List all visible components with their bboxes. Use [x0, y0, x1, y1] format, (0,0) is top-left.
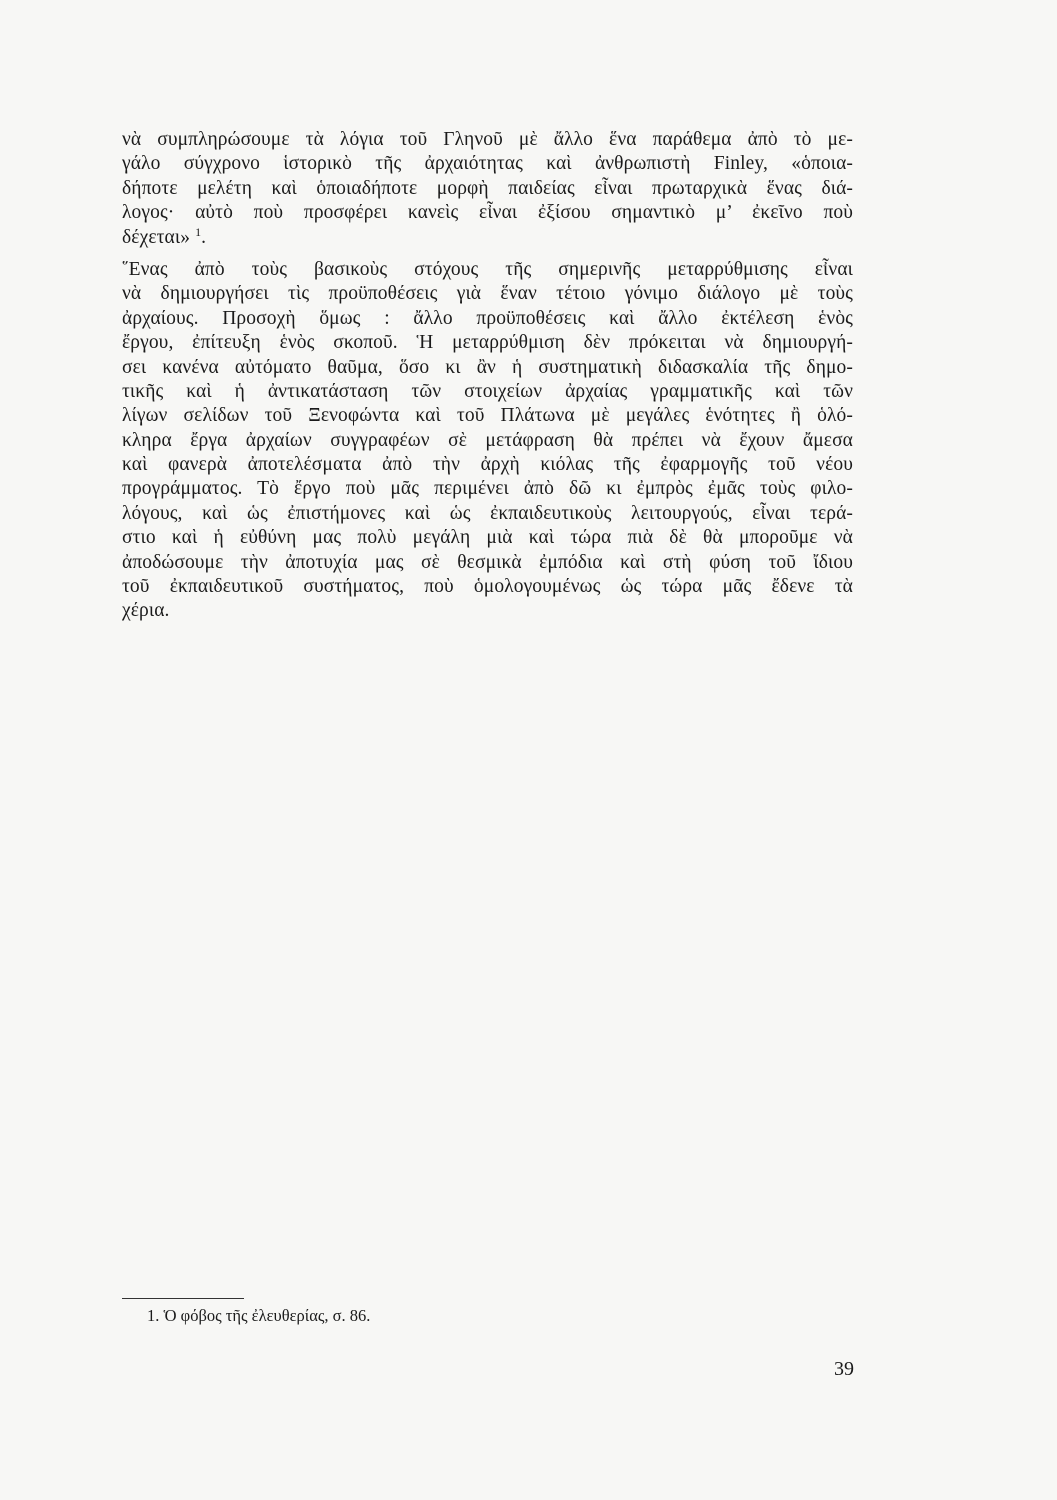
text-line: ἀρχαίους. Προσοχὴ ὅμως : ἄλλο προϋποθέσεις καὶ ἄλλο ἐκτέλεση ἑνὸς [122, 307, 853, 329]
footnote [147, 1306, 370, 1326]
paragraph-gap [122, 250, 853, 258]
page-number: 39 [834, 1358, 854, 1380]
footnote-reference: 1 [195, 224, 202, 239]
text-line: ἔργου, ἐπίτευξη ἑνὸς σκοποῦ. Ἡ μεταρρύθμιση δὲν πρόκειται νὰ δημιουργή- [122, 332, 853, 354]
text-line [122, 226, 853, 250]
sentence-end-punctuation: . [201, 226, 207, 248]
text-line: νὰ συμπληρώσουμε τὰ λόγια τοῦ Γληνοῦ μὲ ἄλλο ἕνα παράθεμα ἀπὸ τὸ με- [122, 129, 853, 150]
text-line: δήποτε μελέτη καὶ ὁποιαδήποτε μορφὴ παιδείας εἶναι πρωταρχικὰ ἕνας διά- [122, 177, 853, 199]
text-line: νὰ δημιουργήσει τὶς προϋποθέσεις γιὰ ἕναν τέτοιο γόνιμο διάλογο μὲ τοὺς [122, 283, 853, 305]
text-line: προγράμματος. Τὸ ἔργο ποὺ μᾶς περιμένει ἀπὸ δῶ κι ἐμπρὸς ἐμᾶς τοὺς φιλο- [122, 478, 853, 500]
text-line: ῞Ενας ἀπὸ τοὺς βασικοὺς στόχους τῆς σημερινῆς μεταρρύθμισης εἶναι [122, 258, 853, 280]
text-line: στιο καὶ ἡ εὐθύνη μας πολὺ μεγάλη μιὰ καὶ τώρα πιὰ δὲ θὰ μποροῦμε νὰ [122, 527, 853, 549]
text-line: τοῦ ἐκπαιδευτικοῦ συστήματος, ποὺ ὁμολογουμένως ὡς τώρα μᾶς ἔδενε τὰ [122, 576, 853, 598]
text-line: λόγους, καὶ ὡς ἐπιστήμονες καὶ ὡς ἐκπαιδευτικοὺς λειτουργούς, εἶναι τερά- [122, 502, 853, 524]
text-line: κληρα ἔργα ἀρχαίων συγγραφέων σὲ μετάφραση θὰ πρέπει νὰ ἔχουν ἄμεσα [122, 429, 853, 451]
text-line: ἀποδώσουμε τὴν ἀποτυχία μας σὲ θεσμικὰ ἐμπόδια καὶ στὴ φύση τοῦ ἴδιου [122, 551, 853, 573]
text-line: καὶ φανερὰ ἀποτελέσματα ἀπὸ τὴν ἀρχὴ κιόλας τῆς ἐφαρμογῆς τοῦ νέου [122, 454, 853, 476]
text-line: σει κανένα αὐτόματο θαῦμα, ὅσο κι ἂν ἡ συστηματικὴ διδασκαλία τῆς δημο- [122, 356, 853, 378]
text-line-content: δέχεται» [122, 226, 191, 248]
text-line: λογος· αὐτὸ ποὺ προσφέρει κανεὶς εἶναι ἐξίσου σημαντικὸ μ’ ἐκεῖνο ποὺ [122, 202, 853, 224]
footnote-marker: 1. [147, 1306, 160, 1325]
footnote-text: Ὁ φόβος τῆς ἐλευθερίας, σ. 86. [163, 1306, 371, 1325]
text-line: λίγων σελίδων τοῦ Ξενοφώντα καὶ τοῦ Πλάτωνα μὲ μεγάλες ἑνότητες ἢ ὁλό- [122, 405, 853, 427]
text-line: χέρια. [122, 600, 170, 622]
body-text [122, 128, 853, 624]
text-line: γάλο σύγχρονο ἱστορικὸ τῆς ἀρχαιότητας καὶ ἀνθρωπιστὴ Finley, «ὁποια- [122, 153, 853, 175]
footnote-separator [122, 1298, 244, 1299]
text-line: τικῆς καὶ ἡ ἀντικατάσταση τῶν στοιχείων ἀρχαίας γραμματικῆς καὶ τῶν [122, 380, 853, 402]
